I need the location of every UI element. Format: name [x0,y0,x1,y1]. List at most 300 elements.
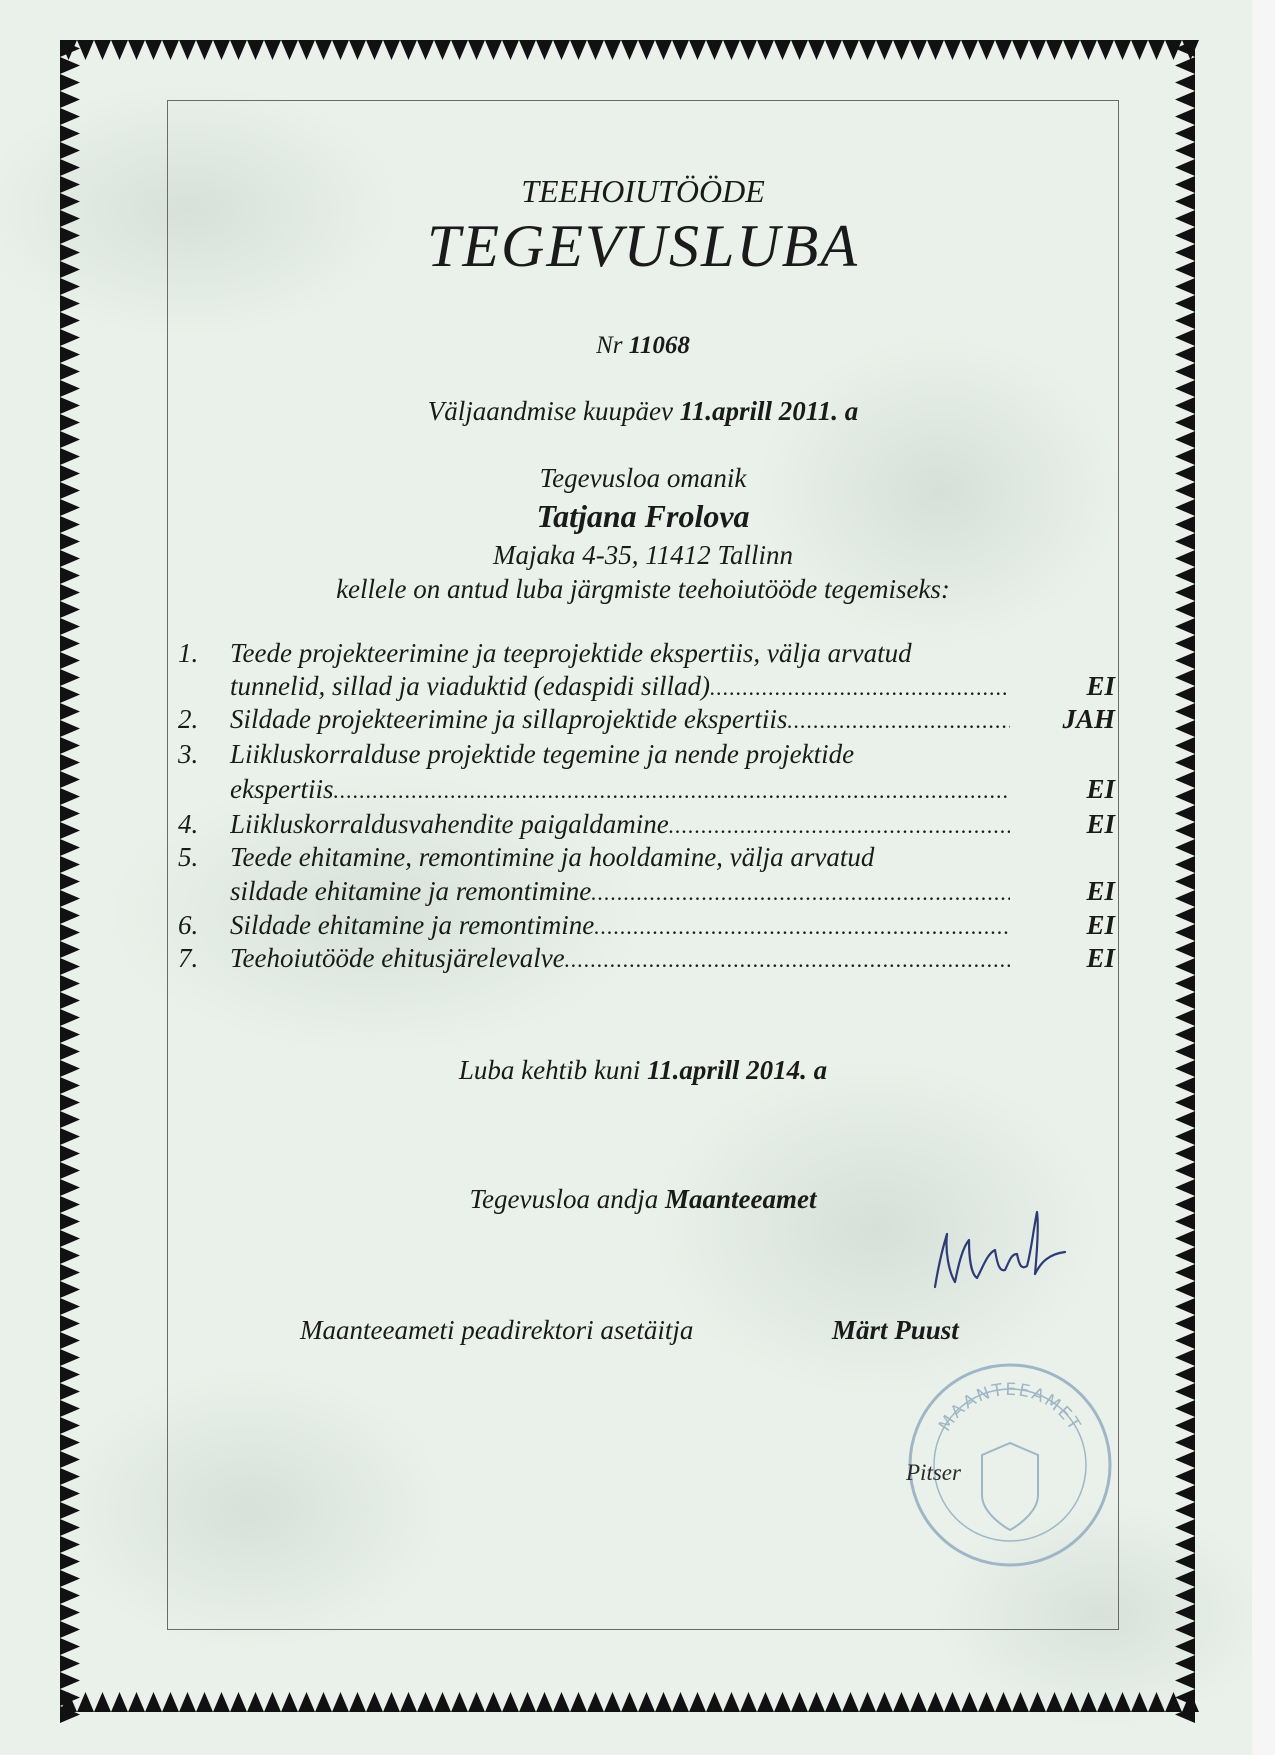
border-bottom-notch [910,1692,927,1712]
border-bottom-notch [264,1692,281,1712]
border-bottom-notch [332,1692,349,1712]
border-right-notch [1175,890,1195,907]
border-left-notch [60,941,80,958]
permit-number-line [167,332,1119,360]
border-right-notch [1175,754,1195,771]
border-right-notch [1175,431,1195,448]
issuer-name: Maanteeamet [665,1184,817,1214]
border-bottom-notch [94,1692,111,1712]
border-left-notch [60,907,80,924]
border-right-notch [1175,397,1195,414]
border-left-notch [60,1366,80,1383]
border-left-notch [60,550,80,567]
item-text: Teede projekteerimine ja teeprojektide ekspertiis, välja arvatud [230,638,912,668]
border-bottom-notch [128,1692,145,1712]
border-bottom-notch [689,1692,706,1712]
border-left-notch [60,958,80,975]
item-text: Teede ehitamine, remontimine ja hooldamine, välja arvatud [230,842,875,872]
validity-line [167,1055,1119,1086]
border-right-notch [1175,1536,1195,1553]
item-value: EI [1086,876,1115,906]
border-right-notch [1175,1179,1195,1196]
border-right-notch [1175,737,1195,754]
border-right-notch [1175,1672,1195,1689]
border-left-notch [60,771,80,788]
border-left-notch [60,1230,80,1247]
border-right-notch [1175,533,1195,550]
border-bottom-notch [927,1692,944,1712]
border-top-notch [791,40,808,60]
border-left-notch [60,1060,80,1077]
border-left-notch [60,1417,80,1434]
border-right-notch [1175,278,1195,295]
border-right-notch [1175,414,1195,431]
border-left-notch [60,346,80,363]
validity-date: 11.aprill 2014. a [647,1055,828,1085]
border-left-notch [60,1638,80,1655]
border-top-notch [859,40,876,60]
border-right-notch [1175,1230,1195,1247]
item-value: EI [1086,671,1115,701]
border-left-notch [60,720,80,737]
border-left-notch [60,108,80,125]
border-left-notch [60,873,80,890]
border-left-notch [60,669,80,686]
border-top-notch [366,40,383,60]
border-right-notch [1175,669,1195,686]
border-right-notch [1175,295,1195,312]
border-top-notch [111,40,128,60]
border-bottom-notch [349,1692,366,1712]
border-left-notch [60,176,80,193]
border-right-notch [1175,1128,1195,1145]
item-number: 1. [178,638,199,668]
border-top-notch [621,40,638,60]
border-bottom-notch [417,1692,434,1712]
border-right-notch [1175,652,1195,669]
border-left-notch [60,1332,80,1349]
border-right-notch [1175,1417,1195,1434]
item-text: ekspertiis ..... [230,774,1010,805]
border-bottom-notch [638,1692,655,1712]
heading-large: TEGEVUSLUBA [427,213,859,279]
item-text: tunnelid, sillad ja viaduktid (edaspidi sillad) ..... [230,671,1010,702]
border-bottom-notch [1114,1692,1131,1712]
border-left-notch [60,686,80,703]
border-left-notch [60,703,80,720]
border-left-notch [60,363,80,380]
border-bottom-notch [859,1692,876,1712]
border-right-notch [1175,448,1195,465]
border-right-notch [1175,720,1195,737]
border-bottom-notch [1080,1692,1097,1712]
border-right-notch [1175,1519,1195,1536]
border-bottom-notch [213,1692,230,1712]
border-bottom-notch [230,1692,247,1712]
border-top-notch [468,40,485,60]
border-left-notch [60,1179,80,1196]
border-left-notch [60,805,80,822]
border-right-notch [1175,686,1195,703]
border-top-notch [213,40,230,60]
border-left-notch [60,57,80,74]
border-right-notch [1175,805,1195,822]
item-text: Liikluskorraldusvahendite paigaldamine ..... [230,809,1010,840]
border-right-notch [1175,125,1195,142]
border-top-notch [723,40,740,60]
heading-small: TEEHOIUTÖÖDE [521,173,765,209]
item-value: EI [1086,774,1115,804]
border-left-notch [60,1655,80,1672]
border-right-notch [1175,907,1195,924]
border-left-notch [60,1162,80,1179]
border-top-notch [876,40,893,60]
border-top-notch [842,40,859,60]
item-number: 5. [178,842,199,872]
border-left-notch [60,312,80,329]
border-top-notch [383,40,400,60]
border-right-notch [1175,1247,1195,1264]
border-right-notch [1175,1604,1195,1621]
border-left-notch [60,1553,80,1570]
validity-label: Luba kehtib kuni [458,1055,641,1085]
border-right-notch [1175,1196,1195,1213]
border-right-notch [1175,1570,1195,1587]
border-left-notch [60,125,80,142]
border-left-notch [60,210,80,227]
border-top-notch [1148,40,1165,60]
border-bottom-notch [1131,1692,1148,1712]
border-right-notch [1175,1587,1195,1604]
border-left-notch [60,1281,80,1298]
border-right-notch [1175,499,1195,516]
border-top-notch [808,40,825,60]
border-right-notch [1175,1383,1195,1400]
border-top-notch [1114,40,1131,60]
border-top-notch [740,40,757,60]
border-left-notch [60,482,80,499]
border-bottom-notch [995,1692,1012,1712]
issue-date-label: Väljaandmise kuupäev [427,396,673,426]
border-right-notch [1175,193,1195,210]
border-right-notch [1175,567,1195,584]
border-top-notch [1097,40,1114,60]
border-bottom-notch [536,1692,553,1712]
border-left-notch [60,754,80,771]
border-right-notch [1175,1553,1195,1570]
border-top-notch [672,40,689,60]
border-left-notch [60,91,80,108]
border-left-notch [60,975,80,992]
border-left-notch [60,1383,80,1400]
border-right-notch [1175,346,1195,363]
border-right-notch [1175,1077,1195,1094]
border-bottom-notch [400,1692,417,1712]
border-right-notch [1175,1485,1195,1502]
border-right-notch [1175,1434,1195,1451]
border-bottom-notch [774,1692,791,1712]
border-bottom-notch [383,1692,400,1712]
border-left-notch [60,1434,80,1451]
item-number: 4. [178,809,199,839]
border-top-notch [1029,40,1046,60]
border-left-notch [60,1468,80,1485]
border-left-notch [60,448,80,465]
border-bottom-notch [621,1692,638,1712]
item-text: Sildade ehitamine ja remontimine ..... [230,910,1010,941]
border-right-notch [1175,142,1195,159]
border-bottom-notch [791,1692,808,1712]
border-left-notch [60,244,80,261]
border-left-notch [60,1604,80,1621]
border-bottom-notch [162,1692,179,1712]
border-top-notch [757,40,774,60]
intro-text: kellele on antud luba järgmiste teehoiutööde tegemiseks: [336,574,950,604]
border-right-notch [1175,1145,1195,1162]
border-right-notch [1175,975,1195,992]
border-right-notch [1175,363,1195,380]
border-left-notch [60,1145,80,1162]
border-left-notch [60,1400,80,1417]
item-text: Sildade projekteerimine ja sillaprojektide ekspertiis ..... [230,704,1010,735]
border-bottom-notch [502,1692,519,1712]
border-bottom-notch [757,1692,774,1712]
border-right-notch [1175,1315,1195,1332]
border-left-notch [60,1264,80,1281]
border-left-notch [60,1672,80,1689]
border-left-notch [60,1043,80,1060]
border-right-notch [1175,1026,1195,1043]
border-right-notch [1175,1009,1195,1026]
border-right-notch [1175,1502,1195,1519]
border-bottom-notch [740,1692,757,1712]
border-right-notch [1175,516,1195,533]
border-top-notch [349,40,366,60]
border-right-notch [1175,924,1195,941]
border-top-notch [961,40,978,60]
border-right-notch [1175,958,1195,975]
border-top-notch [604,40,621,60]
border-right-notch [1175,1638,1195,1655]
owner-label: Tegevusloa omanik [539,463,747,493]
border-left-notch [60,227,80,244]
border-right-notch [1175,312,1195,329]
border-right-notch [1175,244,1195,261]
border-top-notch [927,40,944,60]
border-top-notch [689,40,706,60]
border-left-notch [60,839,80,856]
border-top-notch [485,40,502,60]
border-bottom-notch [825,1692,842,1712]
border-right-notch [1175,822,1195,839]
border-top-notch [893,40,910,60]
border-top-notch [298,40,315,60]
border-right-notch [1175,601,1195,618]
border-top-notch [774,40,791,60]
border-top-notch [315,40,332,60]
border-left-notch [60,1026,80,1043]
border-left-notch [60,924,80,941]
border-right-notch [1175,635,1195,652]
border-left-notch [60,1621,80,1638]
border-left-notch [60,652,80,669]
border-top-notch [1063,40,1080,60]
border-bottom-notch [876,1692,893,1712]
border-right-notch [1175,380,1195,397]
border-right-notch [1175,261,1195,278]
border-right-notch [1175,176,1195,193]
border-left-notch [60,1128,80,1145]
border-left-notch [60,295,80,312]
border-right-notch [1175,873,1195,890]
border-bottom-notch [1148,1692,1165,1712]
border-top-notch [264,40,281,60]
border-bottom-notch [1165,1692,1182,1712]
signature-icon [925,1192,1075,1302]
border-right-notch [1175,788,1195,805]
border-right-notch [1175,210,1195,227]
item-number: 6. [178,910,199,940]
permit-number-label: Nr [596,332,623,359]
border-bottom-notch [434,1692,451,1712]
border-top-notch [1131,40,1148,60]
border-top-notch [196,40,213,60]
border-left-notch [60,499,80,516]
border-right-notch [1175,1332,1195,1349]
svg-text:MAANTEEAMET: MAANTEEAMET [935,1379,1085,1436]
border-bottom-notch [77,1692,94,1712]
border-left-notch [60,635,80,652]
item-number: 7. [178,943,199,973]
border-top-notch [995,40,1012,60]
border-left-notch [60,1213,80,1230]
border-bottom-notch [944,1692,961,1712]
border-top-notch [179,40,196,60]
border-top-notch [587,40,604,60]
border-right-notch [1175,1400,1195,1417]
border-right-notch [1175,159,1195,176]
border-left-notch [60,278,80,295]
seal-label: Pitser [906,1460,961,1485]
border-left-notch [60,1077,80,1094]
border-top-notch [162,40,179,60]
border-right-notch [1175,550,1195,567]
border-top-notch [247,40,264,60]
border-top-notch [536,40,553,60]
border-top-notch [553,40,570,60]
item-value: EI [1086,910,1115,940]
permit-number: 11068 [628,332,690,359]
border-right-notch [1175,1213,1195,1230]
signatory-title: Maanteeameti peadirektori asetäitja [300,1315,694,1345]
border-left-notch [60,1451,80,1468]
border-bottom-notch [298,1692,315,1712]
border-left-notch [60,1519,80,1536]
border-top-notch [502,40,519,60]
border-left-notch [60,822,80,839]
item-text: Liikluskorralduse projektide tegemine ja nende projektide [230,739,855,769]
border-top-notch [128,40,145,60]
border-bottom-notch [553,1692,570,1712]
border-top-notch [978,40,995,60]
border-right-notch [1175,1281,1195,1298]
border-bottom-notch [196,1692,213,1712]
border-top-notch [1046,40,1063,60]
border-top-notch [910,40,927,60]
border-left-notch [60,329,80,346]
issue-date: 11.aprill 2011. a [679,396,859,426]
owner-name: Tatjana Frolova [536,498,750,534]
border-right-notch [1175,1621,1195,1638]
border-right-notch [1175,1043,1195,1060]
border-bottom-notch [570,1692,587,1712]
border-top-notch [145,40,162,60]
owner-address: Majaka 4-35, 11412 Tallinn [492,540,793,570]
border-right-notch [1175,1655,1195,1672]
border-bottom-notch [281,1692,298,1712]
border-bottom-notch [366,1692,383,1712]
border-bottom-notch [655,1692,672,1712]
border-right-notch [1175,1111,1195,1128]
border-right-notch [1175,91,1195,108]
border-bottom-notch [808,1692,825,1712]
issuer-label: Tegevusloa andja [469,1184,659,1214]
border-left-notch [60,890,80,907]
border-right-notch [1175,227,1195,244]
border-bottom-notch [723,1692,740,1712]
border-top-notch [451,40,468,60]
border-right-notch [1175,584,1195,601]
border-bottom-notch [978,1692,995,1712]
border-left-notch [60,1094,80,1111]
border-left-notch [60,380,80,397]
border-right-notch [1175,1060,1195,1077]
item-text: sildade ehitamine ja remontimine ..... [230,876,1010,907]
border-right-notch [1175,1349,1195,1366]
border-top-notch [94,40,111,60]
border-bottom-notch [468,1692,485,1712]
border-bottom-notch [485,1692,502,1712]
border-left-notch [60,1587,80,1604]
border-right-notch [1175,941,1195,958]
border-top-notch [417,40,434,60]
border-left-notch [60,74,80,91]
border-top-notch [570,40,587,60]
border-bottom-notch [179,1692,196,1712]
border-left-notch [60,397,80,414]
border-bottom-notch [672,1692,689,1712]
border-right-notch [1175,74,1195,91]
border-left-notch [60,1247,80,1264]
border-right-notch [1175,1162,1195,1179]
border-right-notch [1175,1468,1195,1485]
border-bottom-notch [1046,1692,1063,1712]
border-top-notch [1012,40,1029,60]
border-left-notch [60,142,80,159]
border-left-notch [60,516,80,533]
border-right-notch [1175,1451,1195,1468]
border-left-notch [60,1009,80,1026]
border-right-notch [1175,329,1195,346]
border-bottom-notch [1012,1692,1029,1712]
border-right-notch [1175,1094,1195,1111]
border-right-notch [1175,1366,1195,1383]
border-bottom-notch [893,1692,910,1712]
border-right-notch [1175,856,1195,873]
border-left-notch [60,533,80,550]
border-right-notch [1175,703,1195,720]
border-right-notch [1175,108,1195,125]
